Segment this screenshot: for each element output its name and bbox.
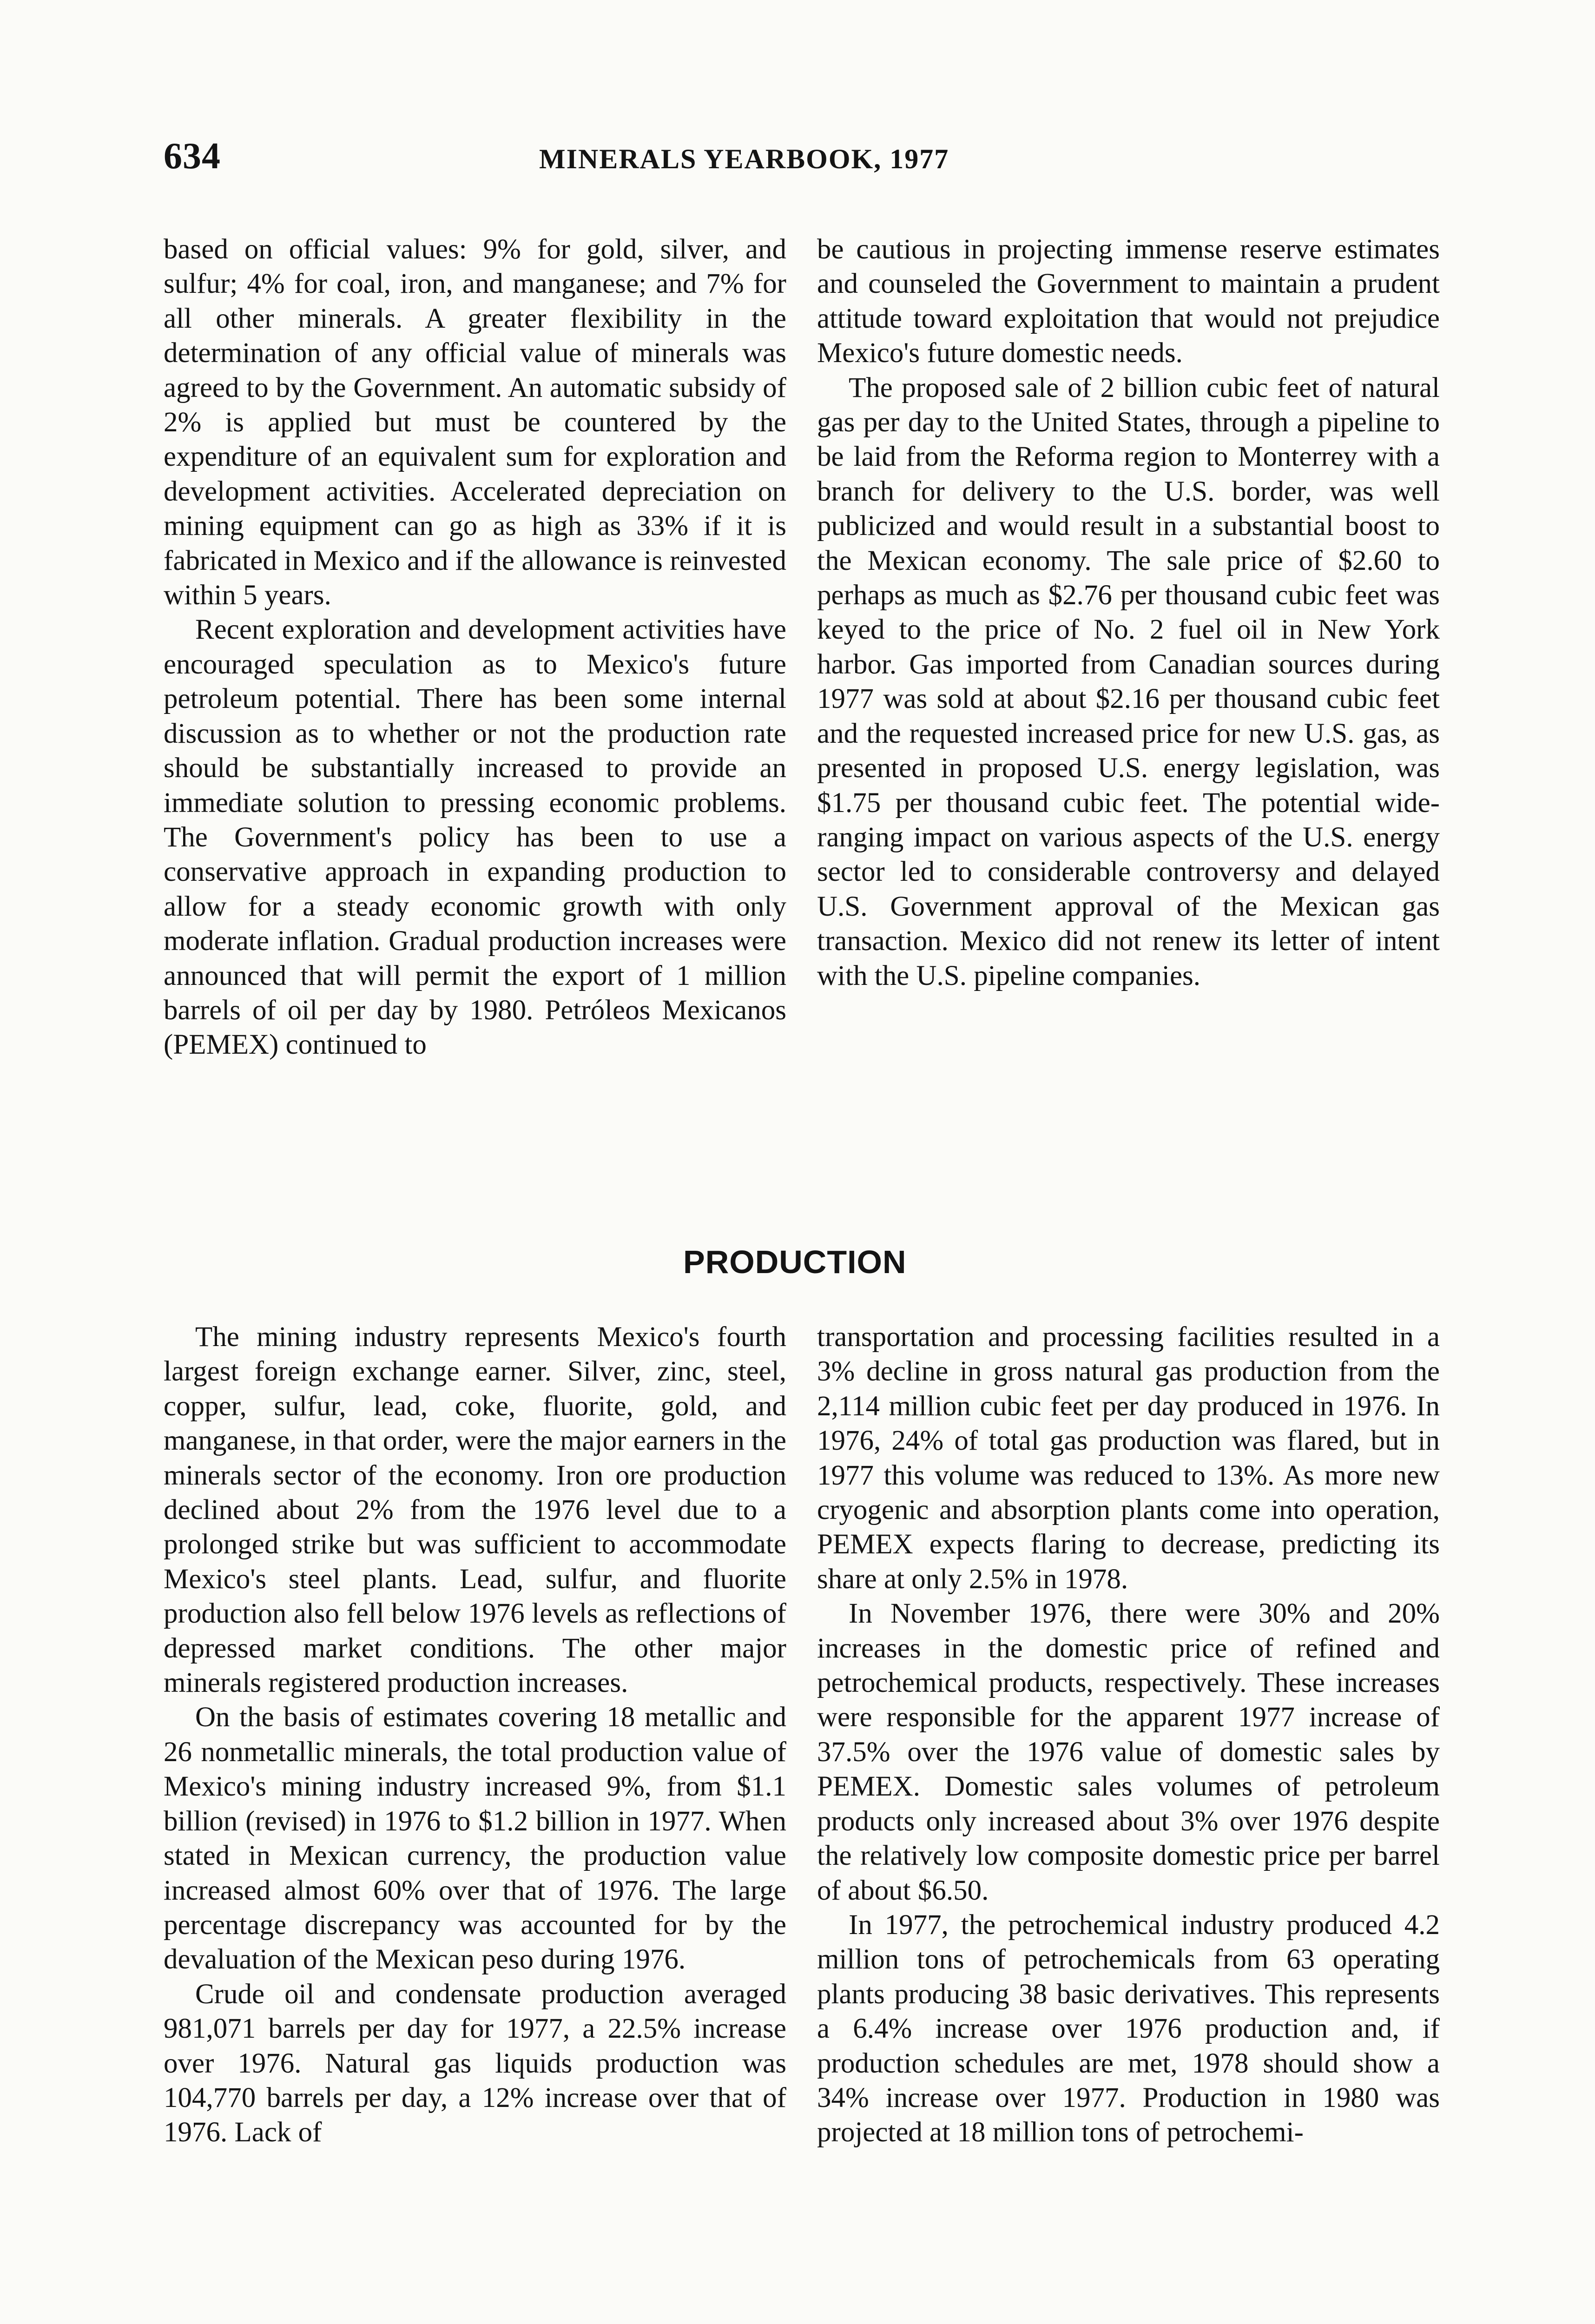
running-head: MINERALS YEARBOOK, 1977 (539, 144, 949, 174)
paragraph: The proposed sale of 2 billion cubic feet of natural gas per day to the United States, through a pipeline to be laid from the Reforma region to Monterrey with a branch for delivery to the U.S. border, was well publicized and would result in a substantial boost to the Mexican economy. The sale price of $2.60 to perhaps as much as $2.76 per thousand cubic feet was keyed to the price of No. 2 fuel oil in New York harbor. Gas imported from Canadian sources during 1977 was sold at about $2.16 per thousand cubic feet and the requested increased price for new U.S. gas, as presented in proposed U.S. energy legislation, was $1.75 per thousand cubic feet. The potential wide-ranging impact on various aspects of the U.S. energy sector led to considerable controversy and delayed U.S. Government approval of the Mexican gas transaction. Mexico did not renew its letter of intent with the U.S. pipeline companies. (817, 372, 1440, 991)
column-bottom-right (817, 1320, 1440, 2150)
page-number: 634 (164, 136, 221, 177)
column-top-right (817, 232, 1440, 993)
paragraph: In November 1976, there were 30% and 20% increases in the domestic price of refined and petrochemical products, respectively. These increases were responsible for the apparent 1977 increase of 37.5% over the 1976 value of domestic sales by PEMEX. Domestic sales volumes of petroleum products only increased about 3% over 1976 despite the relatively low composite domestic price per barrel of about $6.50. (817, 1598, 1440, 1906)
paragraph: The mining industry represents Mexico's fourth largest foreign exchange earner. Silver, zinc, steel, copper, sulfur, lead, coke, fluorite, gold, and manganese, in that order, were the major earners in the minerals sector of the economy. Iron ore production declined about 2% from the 1976 level due to a prolonged strike but was sufficient to accommodate Mexico's steel plants. Lead, sulfur, and fluorite production also fell below 1976 levels as reflections of depressed market conditions. The other major minerals registered production increases. (164, 1321, 786, 1699)
column-top-left (164, 232, 786, 1063)
paragraph: based on official values: 9% for gold, silver, and sulfur; 4% for coal, iron, and manganese; and 7% for all other minerals. A greater flexibility in the determination of any official value of minerals was agreed to by the Government. An automatic subsidy of 2% is applied but must be countered by the expenditure of an equivalent sum for exploration and development activities. Accelerated depreciation on mining equipment can go as high as 33% if it is fabricated in Mexico and if the allowance is reinvested within 5 years. (164, 234, 786, 611)
paragraph: transportation and processing facilities resulted in a 3% decline in gross natural gas production from the 2,114 million cubic feet per day produced in 1976. In 1976, 24% of total gas production was flared, but in 1977 this volume was reduced to 13%. As more new cryogenic and absorption plants come into operation, PEMEX expects flaring to decrease, predicting its share at only 2.5% in 1978. (817, 1321, 1440, 1595)
paragraph: Recent exploration and development activities have encouraged speculation as to Mexico's future petroleum potential. There has been some internal discussion as to whether or not the production rate should be substantially increased to provide an immediate solution to pressing economic problems. The Government's policy has been to use a conservative approach in expanding production to allow for a steady economic growth with only moderate inflation. Gradual production increases were announced that will permit the export of 1 million barrels of oil per day by 1980. Petróleos Mexicanos (PEMEX) continued to (164, 614, 786, 1061)
paragraph: On the basis of estimates covering 18 metallic and 26 nonmetallic minerals, the total production value of Mexico's mining industry increased 9%, from $1.1 billion (revised) in 1976 to $1.2 billion in 1977. When stated in Mexican currency, the production value increased almost 60% over that of 1976. The large percentage discrepancy was accounted for by the devaluation of the Mexican peso during 1976. (164, 1702, 786, 1975)
paragraph: Crude oil and condensate production averaged 981,071 barrels per day for 1977, a 22.5% increase over 1976. Natural gas liquids production was 104,770 barrels per day, a 12% increase over that of 1976. Lack of (164, 1978, 786, 2148)
section-heading: PRODUCTION (683, 1244, 907, 1280)
paragraph: be cautious in projecting immense reserve estimates and counseled the Government to maintain a prudent attitude toward exploitation that would not prejudice Mexico's future domestic needs. (817, 234, 1440, 369)
column-bottom-left (164, 1320, 786, 2150)
paragraph: In 1977, the petrochemical industry produced 4.2 million tons of petrochemicals from 63 operating plants producing 38 basic derivatives. This represents a 6.4% increase over 1976 production and, if production schedules are met, 1978 should show a 34% increase over 1977. Production in 1980 was projected at 18 million tons of petrochemi- (817, 1909, 1440, 2148)
